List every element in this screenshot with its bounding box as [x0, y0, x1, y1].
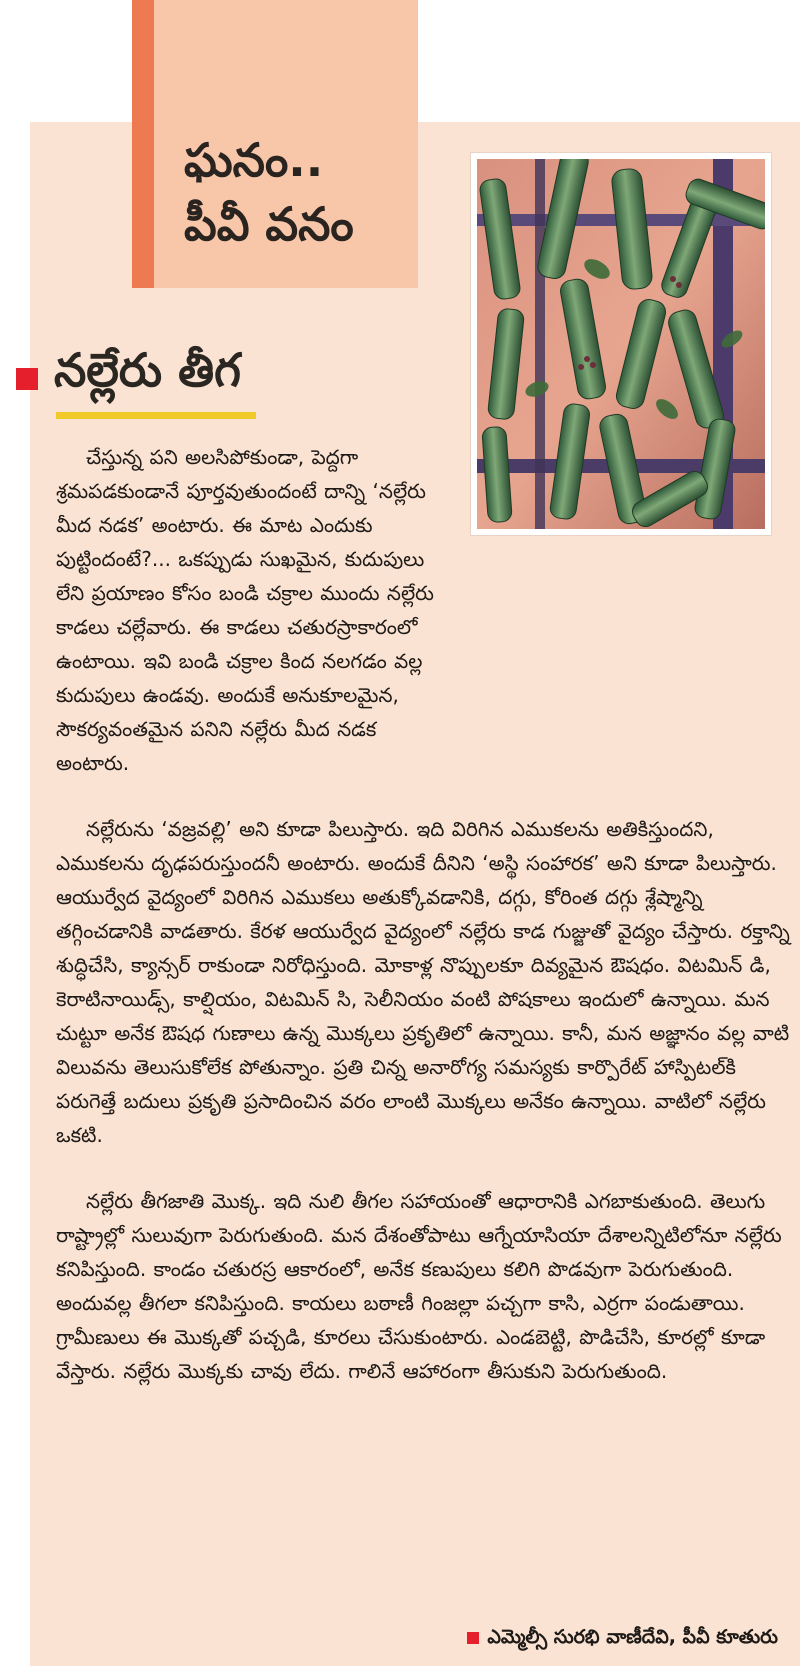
article-body — [56, 440, 794, 1420]
series-title-box — [132, 0, 418, 288]
paragraph-2: నల్లేరును ‘వజ్రవల్లి’ అని కూడా పిలుస్తారు. ఇది విరిగిన ఎముకలను అతికిస్తుందని, ఎముకలను దృఢపరుస్తుందనీ అంటారు. అందుకే దీనిని ‘అస్థి సంహారక’ అని కూడా పిలుస్తారు. ఆయుర్వేద వైద్యంలో విరిగిన ఎముకలు అతుక్కోవడానికి, దగ్గు, కోరింత దగ్గు శ్లేష్మాన్ని తగ్గించడానికి వాడతారు. కేరళ ఆయుర్వేద వైద్యంలో నల్లేరు కాడ గుజ్జుతో వైద్యం చేస్తారు. రక్తాన్ని శుద్ధిచేసి, క్యాన్సర్ రాకుండా నిరోధిస్తుంది. మోకాళ్ల నొప్పులకూ దివ్యమైన ఔషధం. విటమిన్ డి, కెరాటినాయిడ్స్, కాల్షియం, విటమిన్ సి, సెలీనియం వంటి పోషకాలు ఇందులో ఉన్నాయి. మన చుట్టూ అనేక ఔషధ గుణాలు ఉన్న మొక్కలు ప్రకృతిలో ఉన్నాయి. కానీ, మన అజ్ఞానం వల్ల వాటి విలువను తెలుసుకోలేక పోతున్నాం. ప్రతి చిన్న అనారోగ్య సమస్యకు కార్పొరేట్ హాస్పిటల్‌కి పరుగెత్తే బదులు ప్రకృతి ప్రసాదించిన వరం లాంటి మొక్కలు అనేకం ఉన్నాయి. వాటిలో నల్లేరు ఒకటి. — [56, 817, 790, 1147]
byline-text: ఎమ్మెల్సీ సురభి వాణీదేవి, పీవీ కూతురు — [487, 1626, 778, 1648]
byline — [467, 1626, 778, 1653]
byline-marker-icon — [467, 1632, 479, 1644]
series-title — [184, 128, 354, 256]
series-accent-stripe — [132, 0, 154, 288]
heading-text: నల్లేరు తీగ — [54, 343, 241, 397]
paragraph-1: చేస్తున్న పని అలసిపోకుండా, పెద్దగా శ్రమపడకుండానే పూర్తవుతుందంటే దాన్ని ‘నల్లేరు మీద నడక’ అంటారు. ఈ మాట ఎందుకు పుట్టిందంటే?... ఒకప్పుడు సుఖమైన, కుదుపులు లేని ప్రయాణం కోసం బండి చక్రాల ముందు నల్లేరు కాడలు చల్లేవారు. ఈ కాడలు చతురస్రాకారంలో ఉంటాయి. ఇవి బండి చక్రాల కింద నలగడం వల్ల కుదుపులు ఉండవు. అందుకే అనుకూలమైన, సౌకర్యవంతమైన పనిని నల్లేరు మీద నడక అంటారు. — [56, 445, 434, 775]
heading-marker-icon — [16, 368, 38, 390]
series-title-line-1: ఘనం.. — [184, 133, 324, 187]
heading-underline — [56, 412, 256, 419]
series-title-line-2: పీవీ వనం — [184, 197, 354, 251]
paragraph-3: నల్లేరు తీగజాతి మొక్క. ఇది నులి తీగల సహాయంతో ఆధారానికి ఎగబాకుతుంది. తెలుగు రాష్ట్రాల్లో సులువుగా పెరుగుతుంది. మన దేశంతోపాటు ఆగ్నేయాసియా దేశాలన్నిటిలోనూ నల్లేరు కనిపిస్తుంది. కాండం చతురస్ర ఆకారంలో, అనేక కణుపులు కలిగి పొడవుగా పెరుగుతుంది. అందువల్ల తీగలా కనిపిస్తుంది. కాయలు బఠాణీ గింజల్లా పచ్చగా కాసి, ఎర్రగా పండుతాయి. గ్రామీణులు ఈ మొక్కతో పచ్చడి, కూరలు చేసుకుంటారు. ఎండబెట్టి, పొడిచేసి, కూరల్లో కూడా వేస్తారు. నల్లేరు మొక్కకు చావు లేదు. గాలినే ఆహారంగా తీసుకుని పెరుగుతుంది. — [56, 1189, 782, 1383]
